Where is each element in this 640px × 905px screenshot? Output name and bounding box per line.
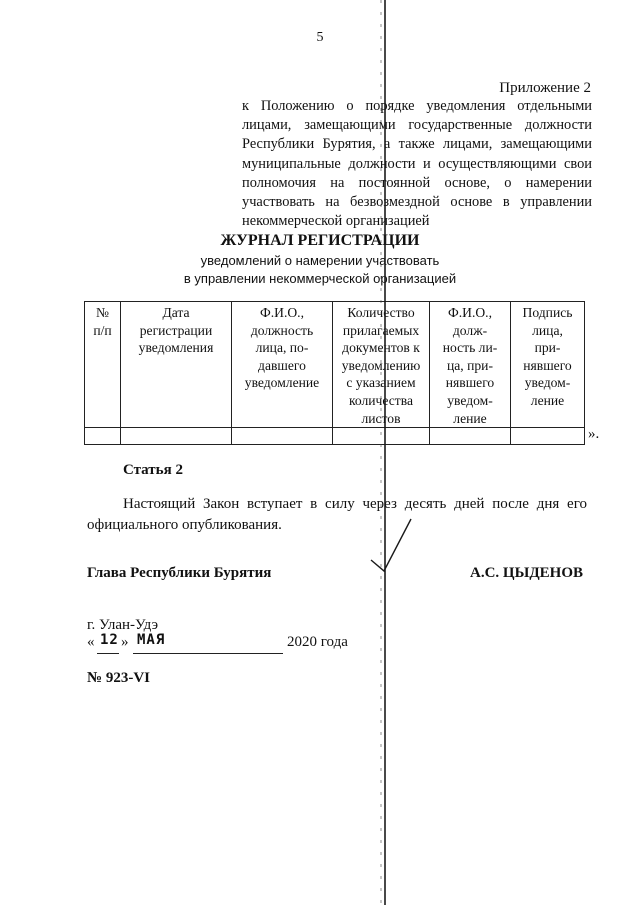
- table-cell: [511, 428, 585, 445]
- column-documents-count-header: Количество прилагаемых документов к уведомлению с указанием количества листов: [333, 302, 430, 428]
- column-receiver-signature-header: Подпись лица, при- нявшего уведом- ление: [511, 302, 585, 428]
- column-number-header: № п/п: [85, 302, 121, 428]
- day-underline: [97, 653, 119, 654]
- column-receiver-header: Ф.И.О., долж- ность ли- ца, при- нявшего уведом- ление: [430, 302, 511, 428]
- closing-quote: ».: [588, 426, 600, 442]
- city: г. Улан-Удэ: [87, 617, 159, 633]
- appendix-text: к Положению о порядке уведомления отдельными лицами, замещающими государственные должности Республики Бурятия, а также лицами, замещающими муниципальные должности и осуществляющими свои полномочия на постоянной основе, о намерении участвовать на безвозмездной основе в управлении некоммерческой организацией: [242, 98, 592, 230]
- article-text: Настоящий Закон вступает в силу через десять дней после дня его официального опубликования.: [87, 496, 587, 533]
- page-number: 5: [316, 30, 324, 45]
- table-cell: [333, 428, 430, 445]
- journal-subtitle-line-1: уведомлений о намерении участвовать: [200, 253, 440, 268]
- date-month: МАЯ: [137, 632, 166, 648]
- table-cell: [232, 428, 333, 445]
- date-day: 12: [100, 632, 119, 648]
- signature-title: Глава Республики Бурятия: [87, 565, 272, 581]
- month-underline: [133, 653, 283, 654]
- column-registration-date-header: Дата регистрации уведомления: [121, 302, 232, 428]
- quote-close: »: [121, 634, 129, 650]
- signature-name: А.С. ЦЫДЕНОВ: [470, 565, 583, 581]
- journal-title: ЖУРНАЛ РЕГИСТРАЦИИ: [220, 232, 420, 249]
- journal-subtitle-line-2: в управлении некоммерческой организацией: [183, 271, 457, 286]
- table-cell: [430, 428, 511, 445]
- table-cell: [121, 428, 232, 445]
- column-submitter-header: Ф.И.О., должность лица, по- давшего уведомление: [232, 302, 333, 428]
- appendix-title: Приложение 2: [499, 80, 591, 96]
- journal-table: [84, 301, 585, 445]
- table-cell: [85, 428, 121, 445]
- law-number: № 923-VI: [87, 670, 150, 686]
- date-year: 2020 года: [287, 634, 348, 650]
- quote-open: «: [87, 634, 95, 650]
- journal-header-row: [85, 302, 585, 428]
- article-title: Статья 2: [123, 462, 183, 478]
- journal-empty-row: [85, 428, 585, 445]
